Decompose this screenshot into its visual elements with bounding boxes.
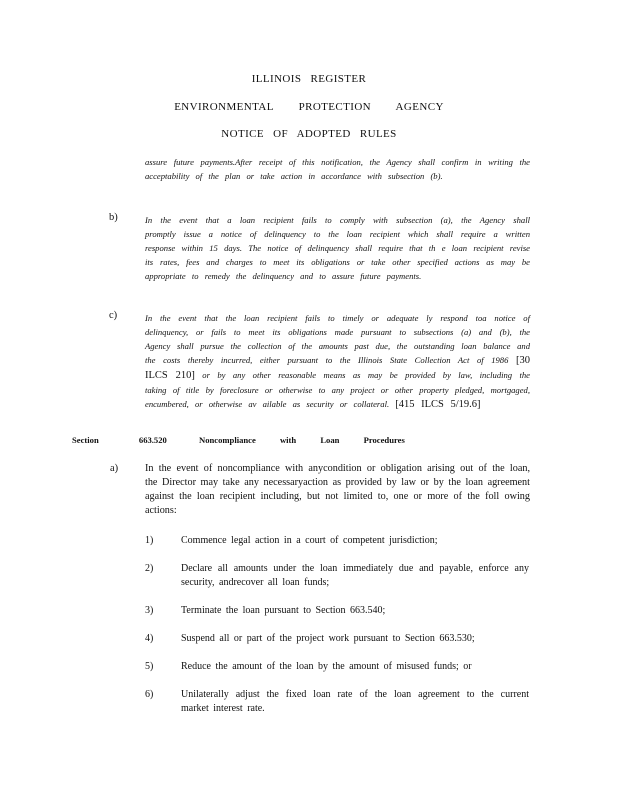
section-word: Section [72, 435, 99, 445]
list-item-text: Reduce the amount of the loan by the amount of misused funds; or [181, 661, 472, 672]
list-item-number: 2) [145, 563, 154, 574]
list-item-number: 4) [145, 633, 154, 644]
list-item-text: Unilaterally adjust the fixed loan rate of the loan agreement to the current market interest rate. [181, 689, 529, 714]
citation-30-ilcs: [30 ILCS 210] [145, 355, 530, 381]
citation-415-ilcs: [415 ILCS 5/19.6] [395, 399, 481, 410]
notice-title: NOTICE OF ADOPTED RULES [221, 128, 397, 140]
section-number: 663.520 [138, 435, 167, 445]
list-item-number: 5) [145, 661, 154, 672]
paragraph-c-label: c) [109, 310, 118, 321]
list-item-text: Declare all amounts under the loan immediately due and payable, enforce any security, andrecover all loan funds; [181, 563, 529, 588]
paragraph-c [145, 311, 530, 412]
list-item-text: Suspend all or part of the project work pursuant to Section 663.530; [181, 633, 475, 644]
paragraph-c-text: In the event that the loan recipient fails to timely or adequate ly respond toa notice of delinquency, or fails to meet its obligations made pursuant to subsections (a) and (b), the Agency shall pursue the collection of the amounts past due, the outstanding loan balance and the costs thereby incurred, either pursuant to the Illinois State Collection Act of 1986 [145, 313, 530, 365]
agency-title: ENVIRONMENTAL PROTECTION AGENCY [174, 101, 444, 113]
paragraph-b-text: In the event that a loan recipient fails to comply with subsection (a), the Agency shall promptly issue a notice of delinquency to the loan recipient which shall require a written response within 15 days. The notice of delinquency shall require that th e loan recipient revise its rates, fees and charges to meet its obligations or take other specified actions as may be appropriate to remedy the delinquency and to assure future payments. [145, 215, 530, 281]
paragraph-b-label: b) [109, 212, 118, 223]
paragraph-a-text: In the event of noncompliance with anycondition or obligation arising out of the loan, the Director may take any necessaryaction as provided by law or by the loan agreement against the loan recipient including, but not limited to, one or more of the foll owing actions: [145, 463, 530, 516]
list-item-number: 1) [145, 535, 154, 546]
paragraph-a-label: a) [110, 463, 119, 474]
section-heading [72, 435, 532, 445]
register-title: ILLINOIS REGISTER [251, 73, 367, 85]
list-item-text: Commence legal action in a court of competent jurisdiction; [181, 535, 438, 546]
list-item-number: 6) [145, 689, 154, 700]
continuation-paragraph: assure future payments.After receipt of this notification, the Agency shall confirm in writing the acceptability of the plan or take action in accordance with subsection (b). [145, 157, 530, 181]
paragraph-c-text-2: or by any other reasonable means as may be provided by law, including the taking of title by foreclosure or otherwise to any project or other property pledged, mortgaged, encumbered, or otherwise av ailable as security or collateral. [145, 370, 530, 409]
list-item-text: Terminate the loan pursuant to Section 663.540; [181, 605, 386, 616]
section-title: Noncompliance with Loan Procedures [198, 435, 405, 445]
list-item-number: 3) [145, 605, 154, 616]
